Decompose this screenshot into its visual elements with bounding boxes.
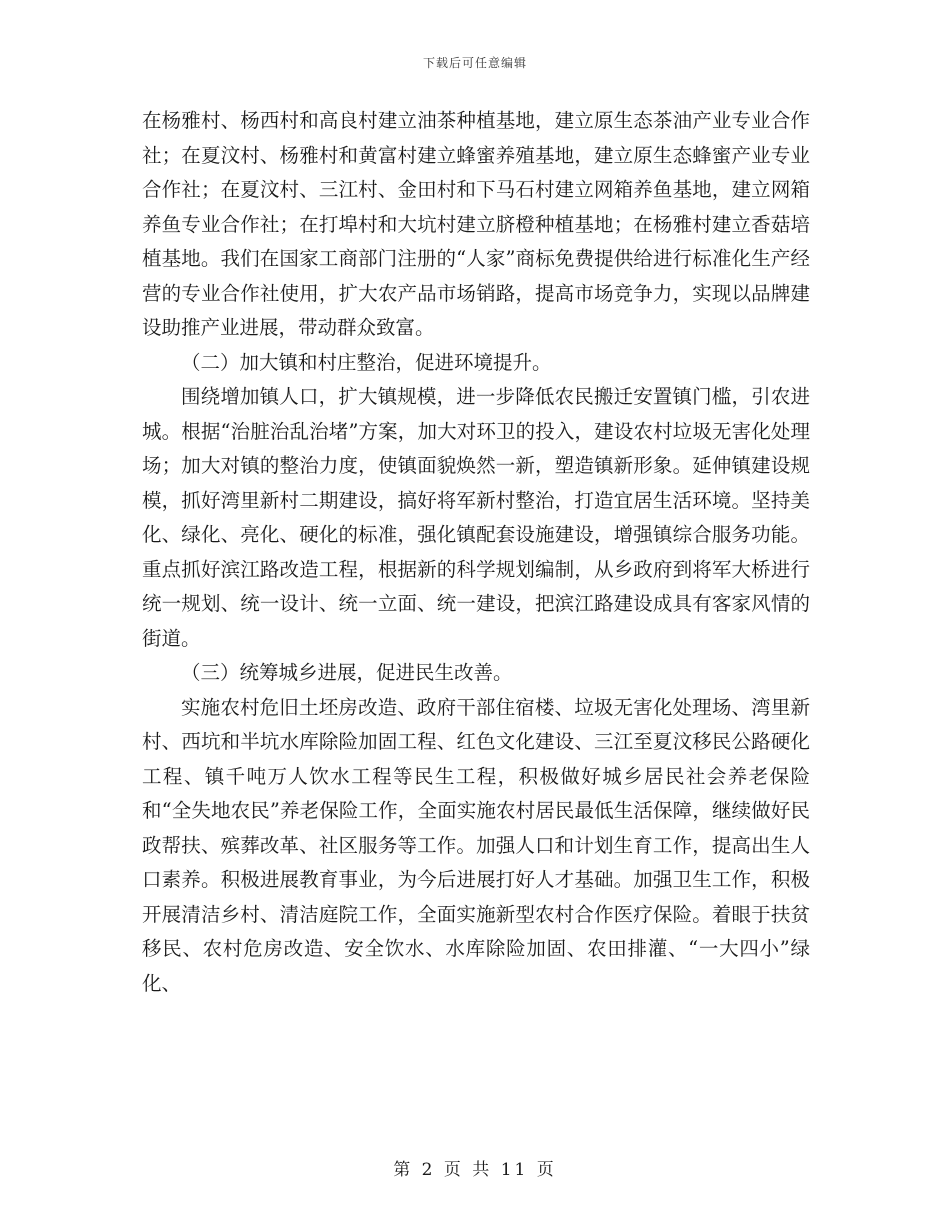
section-heading-3: （三）统筹城乡进展，促进民生改善。 [181,661,513,684]
document-body [142,104,810,1001]
body-paragraph: 实施农村危旧土坯房改造、政府干部住宿楼、垃圾无害化处理场、湾里新村、西坑和半坑水库除险加固工程、红色文化建设、三江至夏汶移民公路硬化工程、镇千吨万人饮水工程等民生工程，积极做好城乡居民社会养老保险和“全失地农民”养老保险工作，全面实施农村居民最低生活保障，继续做好民政帮扶、殡葬改革、社区服务等工作。加强人口和计划生育工作，提高出生人口素养。积极进展教育事业，为今后进展打好人才基础。加强卫生工作，积极开展清洁乡村、清洁庭院工作，全面实施新型农村合作医疗保险。着眼于扶贫移民、农村危房改造、安全饮水、水库除险加固、农田排灌、“一大四小”绿化、 [142,695,810,995]
body-paragraph-continued: 在杨雅村、杨西村和高良村建立油茶种植基地，建立原生态茶油产业专业合作社；在夏汶村、杨雅村和黄富村建立蜂蜜养殖基地，建立原生态蜂蜜产业专业合作社；在夏汶村、三江村、金田村和下马石村建立网箱养鱼基地，建立网箱养鱼专业合作社；在打埠村和大坑村建立脐橙种植基地；在杨雅村建立香菇培植基地。我们在国家工商部门注册的“人家”商标免费提供给进行标准化生产经营的专业合作社使用，扩大农产品市场销路，提高市场竞争力，实现以品牌建设助推产业进展，带动群众致富。 [142,109,810,339]
section-heading-2: （二）加大镇和村庄整治，促进环境提升。 [181,350,552,374]
page-number: 第 2 页 共 11 页 [393,1160,557,1180]
body-paragraph: 围绕增加镇人口，扩大镇规模，进一步降低农民搬迁安置镇门槛，引农进城。根据“治脏治乱治堵”方案，加大对环卫的投入，建设农村垃圾无害化处理场；加大对镇的整治力度，使镇面貌焕然一新，塑造镇新形象。延伸镇建设规模，抓好湾里新村二期建设，搞好将军新村整治，打造宜居生活环境。坚持美化、绿化、亮化、硬化的标准，强化镇配套设施建设，增强镇综合服务功能。重点抓好滨江路改造工程，根据新的科学规划编制，从乡政府到将军大桥进行统一规划、统一设计、统一立面、统一建设，把滨江路建设成具有客家风情的街道。 [142,385,810,650]
page-header-note: 下载后可任意编辑 [422,56,527,70]
